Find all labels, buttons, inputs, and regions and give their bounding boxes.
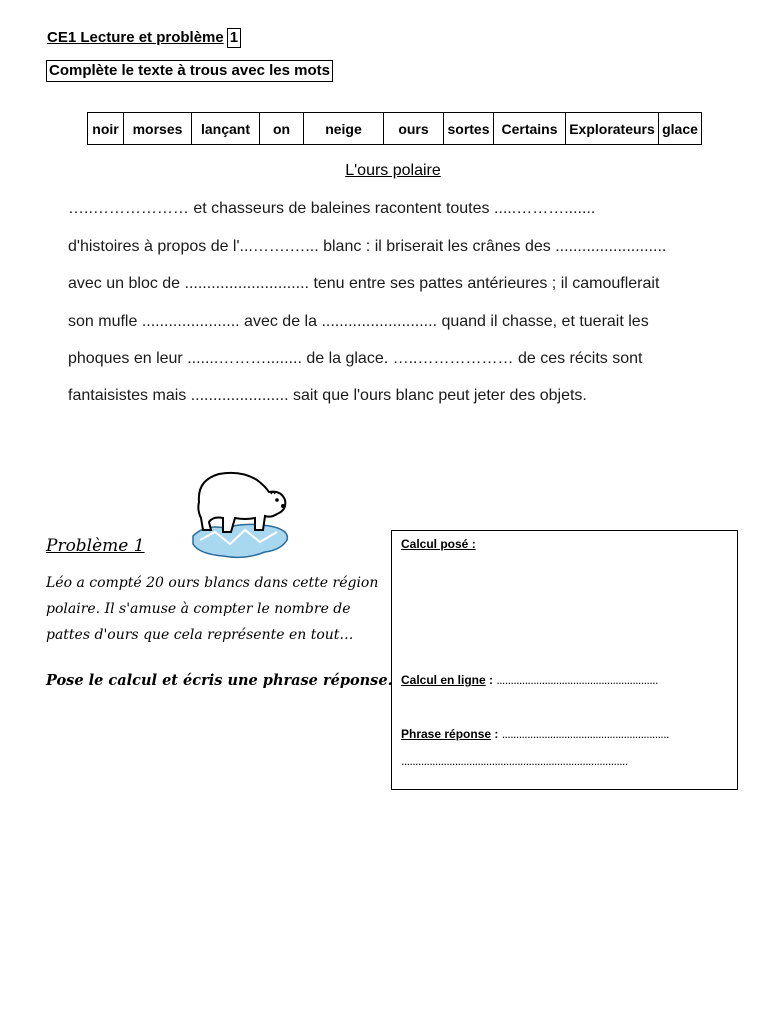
phrase-reponse-extra-line xyxy=(401,754,628,768)
word-bank-cell: Certains xyxy=(493,113,565,144)
word-bank-cell: sortes xyxy=(443,113,493,144)
calcul-pose-label xyxy=(401,537,476,551)
word-bank-cell: Explorateurs xyxy=(565,113,658,144)
cloze-line: d'histoires à propos de l'...…….…... blanc : il briserait les crânes des ......................... xyxy=(68,238,667,255)
fill-in-instruction: Complète le texte à trous avec les mots xyxy=(46,60,333,82)
word-bank-cell: neige xyxy=(303,113,383,144)
worksheet-title-text: CE1 Lecture et problème xyxy=(47,29,224,46)
word-bank-cell: morses xyxy=(123,113,191,144)
word-bank-cell: on xyxy=(259,113,303,144)
phrase-reponse-row xyxy=(401,727,669,741)
phrase-reponse-colon: : xyxy=(491,727,502,741)
calcul-ligne-blank: ......................................................... xyxy=(496,673,658,687)
cloze-line: …..……………… et chasseurs de baleines racontent toutes .....………....... xyxy=(68,200,596,217)
phrase-reponse-blank: ........................................................... xyxy=(501,727,669,741)
text-title: L'ours polaire xyxy=(345,162,441,179)
problem-text: Léo a compté 20 ours blancs dans cette région polaire. Il s'amuse à compter le nombre de pattes d'ours que cela représente en tout… xyxy=(46,575,379,643)
word-bank-cell: ours xyxy=(383,113,443,144)
phrase-reponse-blank-2: ................................................................................ xyxy=(401,754,628,768)
cloze-line: avec un bloc de ............................ tenu entre ses pattes antérieures ; il camouflerait xyxy=(68,275,660,292)
word-bank-cell: glace xyxy=(658,113,701,144)
worksheet-number: 1 xyxy=(227,28,241,48)
calcul-pose-text: Calcul posé : xyxy=(401,537,476,551)
calcul-ligne-row xyxy=(401,673,658,687)
word-bank xyxy=(87,112,702,145)
calcul-ligne-colon: : xyxy=(485,673,497,687)
phrase-reponse-label: Phrase réponse xyxy=(401,727,492,741)
problem-instruction: Pose le calcul et écris une phrase réponse. xyxy=(46,672,393,689)
cloze-line: fantaisistes mais ...................... sait que l'ours blanc peut jeter des objets. xyxy=(68,387,587,404)
answer-box xyxy=(391,530,738,790)
calcul-ligne-label: Calcul en ligne xyxy=(401,673,486,687)
word-bank-cell: noir xyxy=(87,113,123,144)
worksheet-title xyxy=(47,28,241,48)
problem-title: Problème 1 xyxy=(46,536,145,556)
cloze-line: son mufle ...................... avec de la .......................... quand il chasse, et tuerait les xyxy=(68,313,649,330)
polar-bear-icon xyxy=(185,466,295,566)
word-bank-cell: lançant xyxy=(191,113,259,144)
cloze-line: phoques en leur .......………........ de la glace. …..……………… de ces récits sont xyxy=(68,350,643,367)
